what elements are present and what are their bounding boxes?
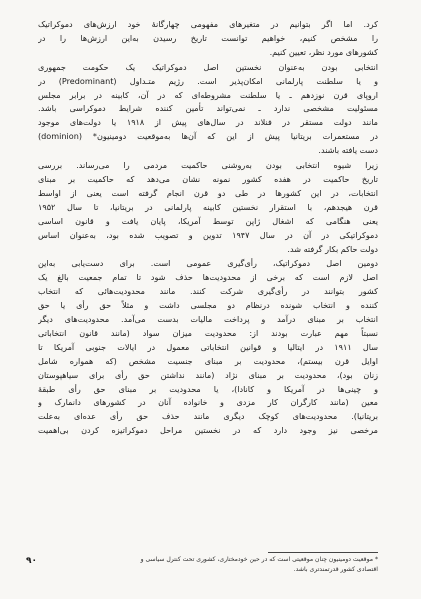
text-line: کشورهای مورد نظر، تعیین کنیم. — [269, 46, 378, 57]
text-line: دومین اصل دموکراتیک، رأی‌گیری عمومی است. برای دست‌یابی به‌این — [38, 258, 378, 269]
text-line: زنان بود)، محدودیت بر مبنای نژاد (مانند نداشتن حق رأی برای سیاهپوستان — [38, 369, 378, 380]
text-line: معین (مانند کارگران کار مزدی و خانواده آنان در کشورهای دانمارک و — [38, 397, 378, 408]
text-line: و یا سلطنت پارلمانی امکان‌پذیر است. رژیم متـداول (Predominant) در — [38, 75, 378, 86]
page-number: ۹۰ — [26, 556, 37, 566]
paragraph-4 — [38, 257, 378, 438]
body-text — [38, 18, 378, 439]
text-line: انتخابات، در این کشورها در طی دو قرن انجام گرفته است یعنی از اواسط — [38, 187, 378, 198]
text-line: بریتانیا). محدودیت‌های کوچک دیگری مانند حذف حق رأی عده‌ای به‌علت — [38, 411, 378, 422]
text-line: دولت حاکم بکار گرفته شد. — [287, 243, 378, 254]
text-line: اوایل قرن بیستم)، محدودیت بر مبنای جنسیت مشخص (که همواره شامل — [38, 355, 378, 366]
text-line: سال ۱۹۱۱ در ایتالیا و قوانین انتخاباتی معمول در ایالات جنوبی آمریکا تا — [38, 341, 378, 352]
text-line: یعنی هنگامی که اشغال ژاپن توسط آمریکا، پایان یافت و قانون اساسی — [38, 215, 378, 226]
text-line: اصل لازم است که برخی از محدودیت‌ها حذف شود تا تمام جمعیت بالغ یک — [38, 272, 378, 283]
text-line: تاریخ حاکمیت در هفده کشور نمونه نشان می‌دهد که حاکمیت بر مبنای — [38, 173, 378, 184]
footnote — [75, 555, 378, 575]
text-line: و چینی‌ها در آمریکا و کانادا)، یا محدودیت بر مبنای حق رأی طبقهٔ — [38, 383, 378, 394]
text-line: انتخاب بر مبنای درآمد و پرداخت مالیات بدست می‌آمد. محدودیت‌های دیگر — [38, 314, 378, 325]
paragraph-1 — [38, 18, 378, 60]
text-line: اروپای قرن نوزدهم ـ یا سلطنت مشروطه‌ای که در آن، کابینه در برابر مجلس — [38, 89, 378, 100]
footnote-divider — [268, 552, 378, 553]
text-line: دموکراتیکی در آن در سال ۱۹۴۷ تدوین و تصویب شده بود، به‌عنوان اساس — [38, 229, 378, 240]
text-line: دست یافته باشند. — [318, 145, 378, 156]
text-line: نسبتاً مهم عبارت بودند از: محدودیت میزان سواد (مانند قانون انتخاباتی — [38, 327, 378, 338]
paragraph-2 — [38, 61, 378, 158]
text-line: در مستعمرات بریتانیا پیش از این که آن‌ها به‌موقعیت دومینیون* (dominion) — [38, 131, 378, 142]
text-line: را مشخص کنیم، خواهیم توانست تاریخ رسیدن به‌این ارزش‌ها را در — [38, 32, 378, 43]
text-line: کننده و انتخاب شونده درنظام دو مجلسی داشت و مثلاً حق رأی یا حق — [38, 300, 378, 311]
footnote-line: * موقعیت دومینیون چنان موقعیتی است که در حین خودمختاری، کشوری تحت کنترل سیاسی و — [140, 556, 378, 563]
text-line: مسئولیت مشخصی ندارد ـ نمی‌تواند تأمین کننده شرایط دموکراسی باشد. — [38, 103, 378, 114]
footnote-line: اقتصادی کشور قدرتمندتری باشد. — [293, 566, 378, 573]
text-line: زیرا شیوه انتخابی بودن به‌روشنی حاکمیت مردمی را می‌رساند. بررسی — [38, 160, 378, 171]
paragraph-3 — [38, 159, 378, 256]
text-line: مرخصی نیز وجود دارد که در نخستین مراحل دموکراتیزه کردن بی‌اهمیت — [38, 425, 378, 436]
text-line: انتخابی بودن به‌عنوان نخستین اصل دموکراتیک یک حکومت جمهوری — [38, 61, 378, 72]
text-line: قرن هیجدهم، با استقرار نخستین کابینه پارلمانی در بریتانیا، تا سال ۱۹۵۲ — [38, 201, 378, 212]
text-line: کرد. اما اگر بتوانیم در متغیرهای مفهومی چهارگانهٔ خود ارزش‌های دموکراتیک — [38, 19, 378, 29]
text-line: کشور بتوانند در رأی‌گیری شرکت کنند. مانند محدودیت‌هائی که انتخاب — [38, 286, 378, 297]
text-line: مانند دولت مستقر در فنلاند در سال‌های پیش از ۱۹۱۸ یا دولت‌های موجود — [38, 117, 378, 128]
